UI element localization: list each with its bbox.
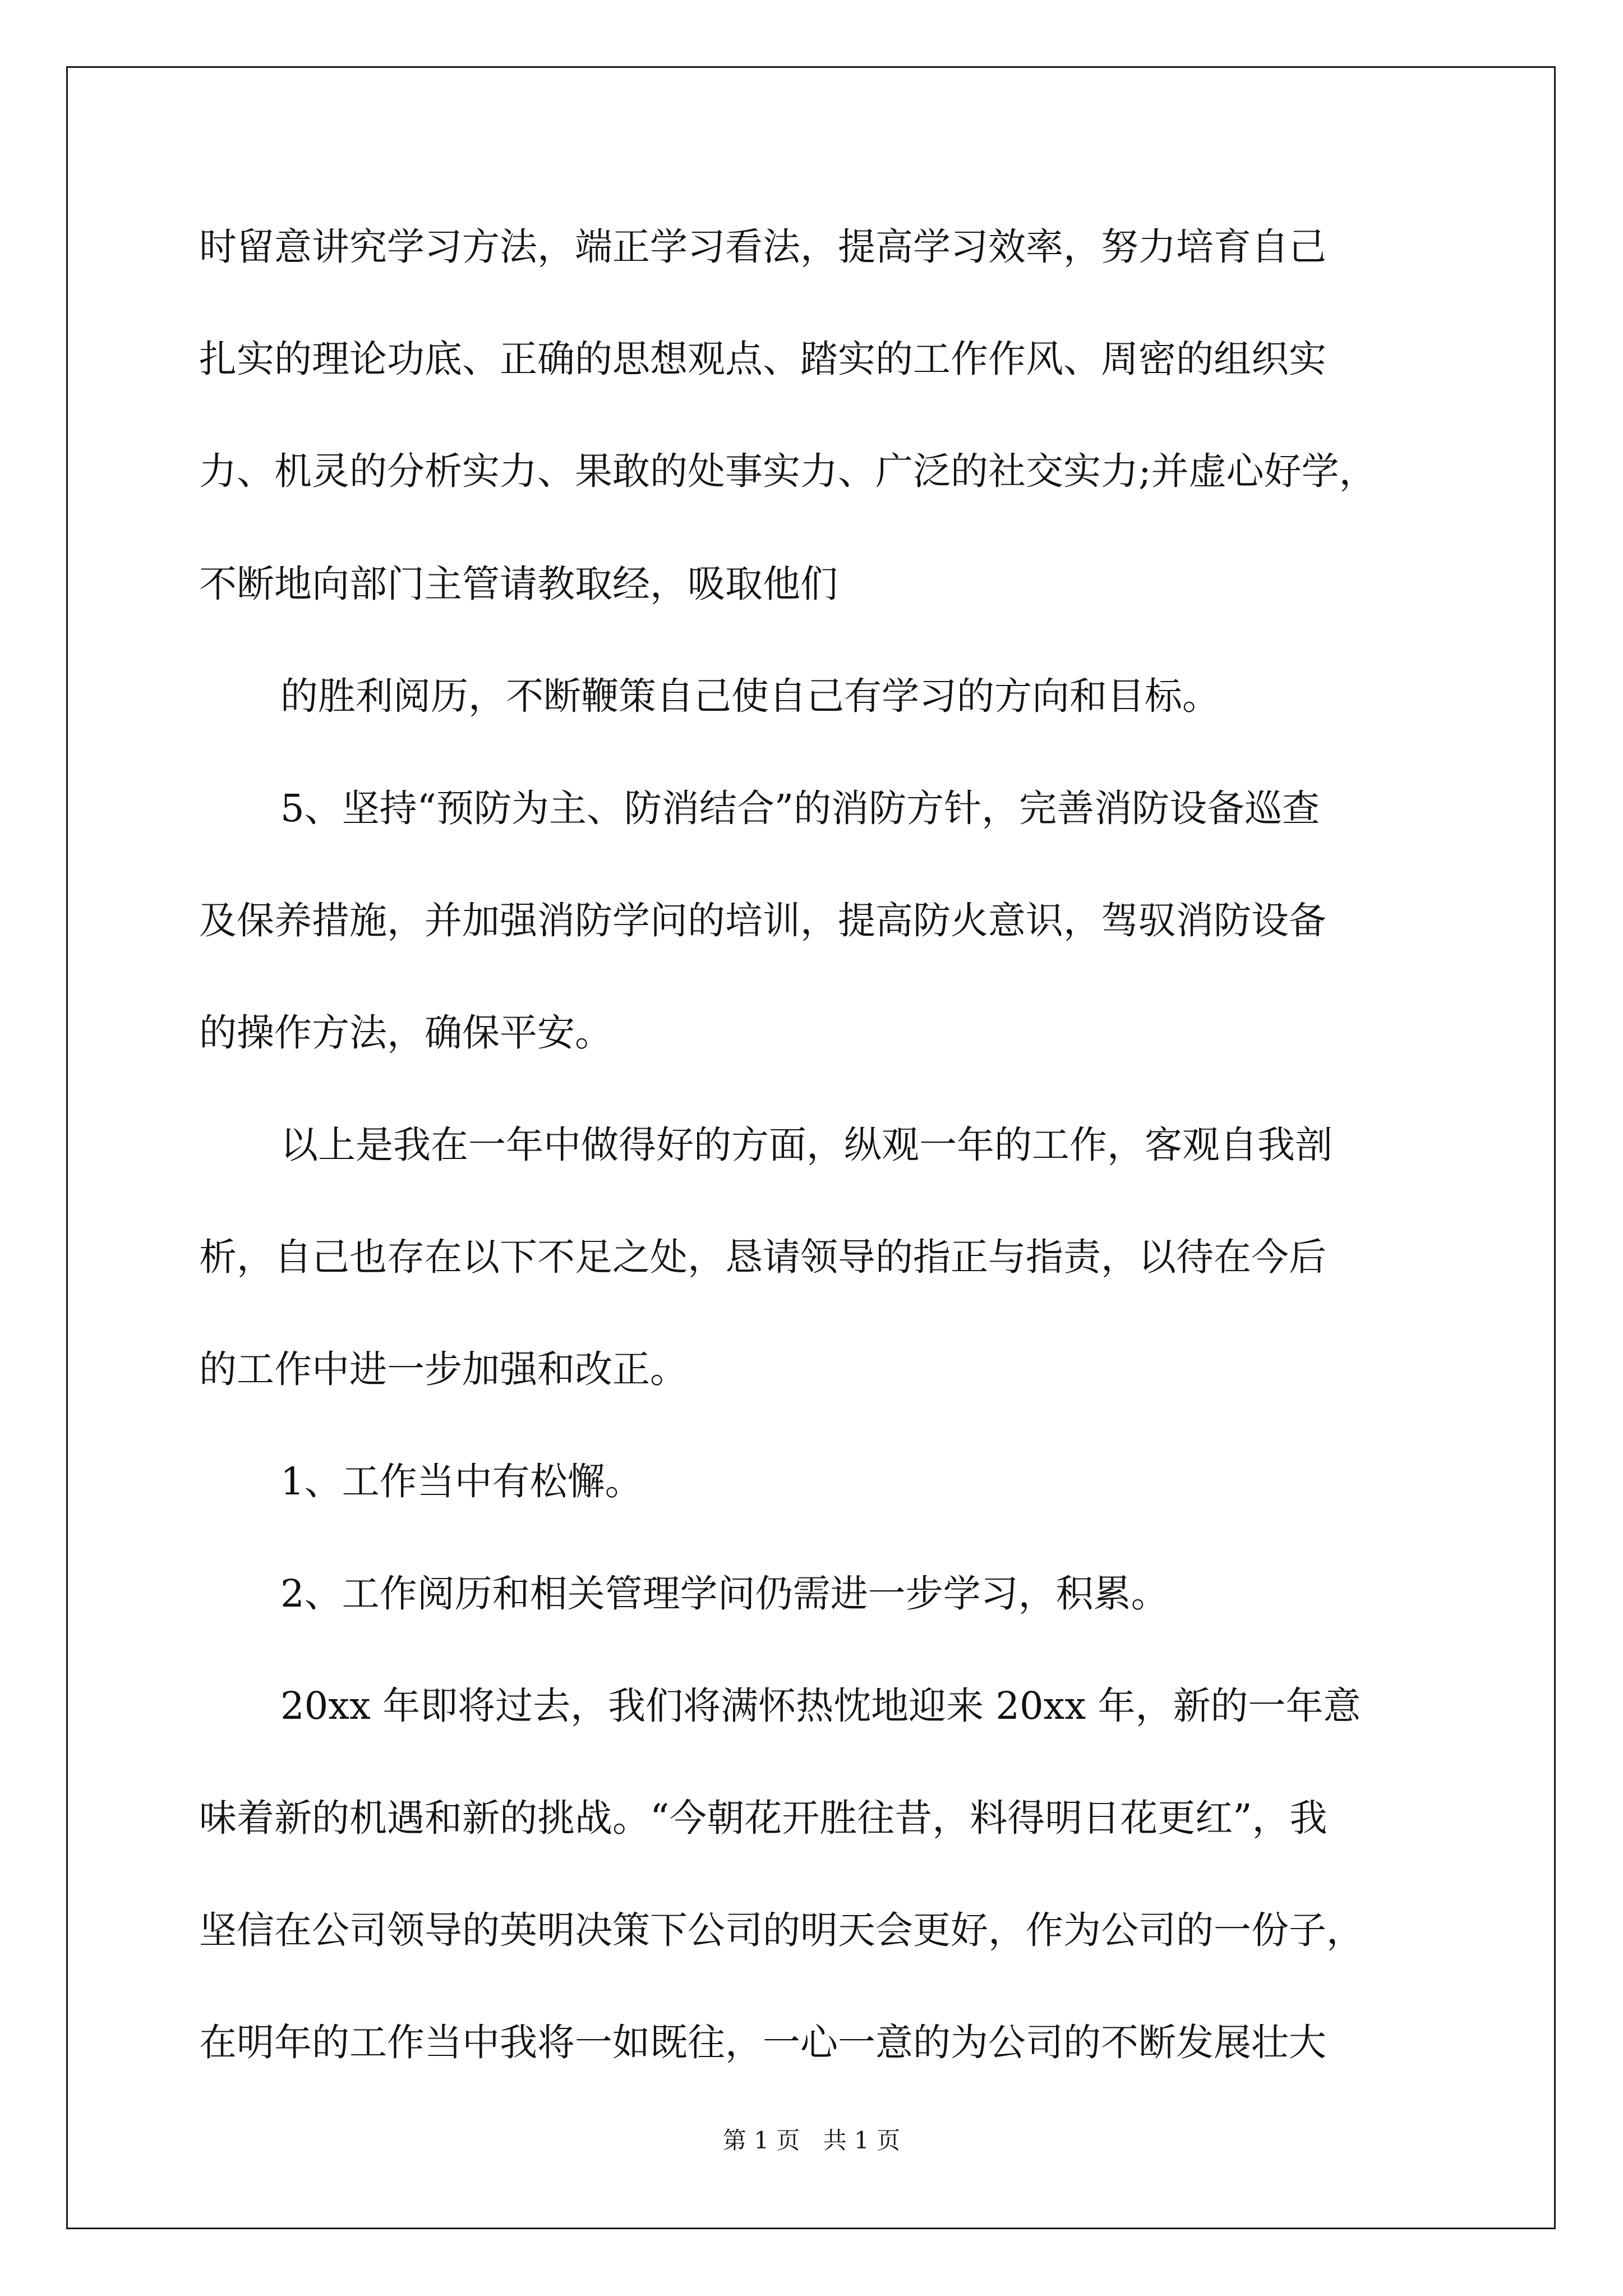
body-line: 析，自己也存在以下不足之处，恳请领导的指正与指责，以待在今后 bbox=[199, 1235, 1326, 1279]
page-number-current: 第 1 页 bbox=[722, 2127, 800, 2154]
body-line: 20xx 年即将过去，我们将满怀热忱地迎来 20xx 年，新的一年意 bbox=[280, 1684, 1361, 1728]
body-line: 力、机灵的分析实力、果敢的处事实力、广泛的社交实力;并虚心好学， bbox=[199, 449, 1377, 493]
body-line: 1、工作当中有松懈。 bbox=[280, 1460, 643, 1503]
body-line: 的工作中进一步加强和改正。 bbox=[199, 1347, 688, 1391]
body-line: 味着新的机遇和新的挑战。“今朝花开胜往昔，料得明日花更红”，我 bbox=[199, 1796, 1327, 1840]
body-line: 的胜利阅历，不断鞭策自己使自己有学习的方向和目标。 bbox=[280, 674, 1220, 718]
body-line: 时留意讲究学习方法，端正学习看法，提高学习效率，努力培育自己 bbox=[199, 225, 1326, 269]
body-line: 的操作方法，确保平安。 bbox=[199, 1011, 612, 1055]
body-line: 2、工作阅历和相关管理学问仍需进一步学习，积累。 bbox=[280, 1572, 1169, 1616]
body-line: 以上是我在一年中做得好的方面，纵观一年的工作，客观自我剖 bbox=[280, 1123, 1332, 1167]
body-line: 不断地向部门主管请教取经，吸取他们 bbox=[199, 562, 838, 606]
page-number-total: 共 1 页 bbox=[823, 2127, 901, 2154]
body-line: 在明年的工作当中我将一如既往，一心一意的为公司的不断发展壮大 bbox=[199, 2021, 1326, 2064]
body-line: 5、坚持“预防为主、防消结合”的消防方针，完善消防设备巡查 bbox=[280, 786, 1320, 830]
body-line: 坚信在公司领导的英明决策下公司的明天会更好，作为公司的一份子， bbox=[199, 1908, 1364, 1952]
page-footer bbox=[0, 2129, 1623, 2152]
body-line: 扎实的理论功底、正确的思想观点、踏实的工作作风、周密的组织实 bbox=[199, 337, 1326, 381]
body-line: 及保养措施，并加强消防学问的培训，提高防火意识，驾驭消防设备 bbox=[199, 899, 1326, 942]
